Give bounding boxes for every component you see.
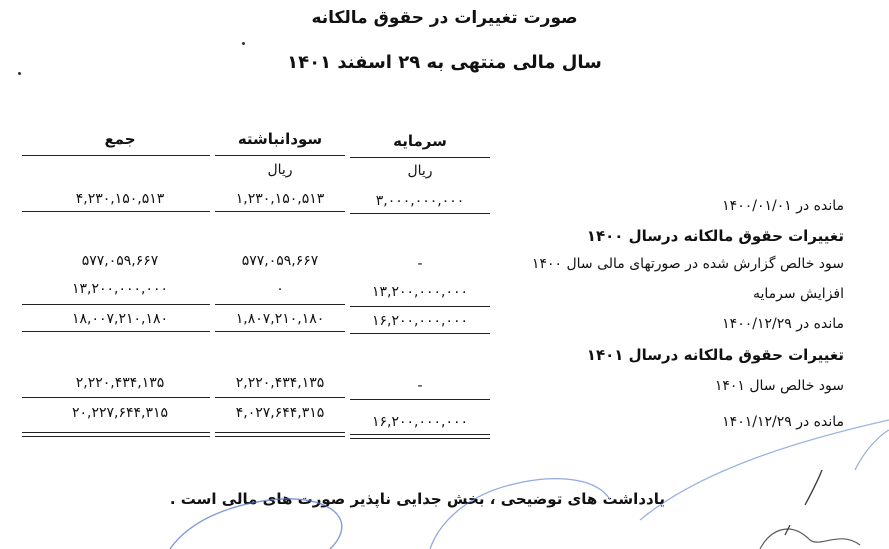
cell-total: ۵۷۷,۰۵۹,۶۶۷ [81, 253, 159, 269]
row-label: مانده در ۱۴۰۰/۱۲/۲۹ [722, 316, 844, 332]
subtotal-line [350, 399, 490, 400]
cell-retained: ۵۷۷,۰۵۹,۶۶۷ [241, 253, 319, 269]
cell-total: ۴,۲۳۰,۱۵۰,۵۱۳ [75, 191, 165, 207]
row-label: سود خالص گزارش شده در صورتهای مالی سال ۱۴۰۰ [531, 256, 844, 272]
row-label: افزایش سرمایه [752, 286, 844, 302]
total-double-line [350, 434, 490, 439]
unit-capital: ریال [407, 163, 433, 179]
cell-retained: ۴,۰۲۷,۶۴۴,۳۱۵ [235, 405, 325, 421]
statement-period: سال مالی منتهی به ۲۹ اسفند ۱۴۰۱ [287, 52, 602, 73]
subtotal-line [215, 304, 345, 305]
footer-note: یادداشت های توضیحی ، بخش جدایی ناپذیر صورت های مالی است . [169, 490, 665, 508]
cell-capital: ۱۶,۲۰۰,۰۰۰,۰۰۰ [371, 414, 469, 430]
cell-total: ۱۳,۲۰۰,۰۰۰,۰۰۰ [71, 281, 169, 297]
subtotal-line [215, 211, 345, 212]
row-label: مانده در ۱۴۰۰/۰۱/۰۱ [722, 198, 844, 214]
column-header-total: جمع [104, 130, 136, 148]
section-heading: تغییرات حقوق مالکانه درسال ۱۴۰۰ [586, 227, 844, 245]
header-underline [22, 155, 210, 156]
balance-line [22, 331, 210, 332]
cell-retained: ۰ [276, 281, 284, 297]
cell-capital: ۱۳,۲۰۰,۰۰۰,۰۰۰ [371, 284, 469, 300]
subtotal-line [215, 397, 345, 398]
subtotal-line [22, 211, 210, 212]
cell-total: ۲,۲۲۰,۴۳۴,۱۳۵ [75, 375, 165, 391]
unit-retained: ریال [267, 162, 293, 178]
cell-capital: - [417, 256, 423, 272]
cell-retained: ۲,۲۲۰,۴۳۴,۱۳۵ [235, 375, 325, 391]
cell-total: ۱۸,۰۰۷,۲۱۰,۱۸۰ [71, 311, 169, 327]
cell-capital: - [417, 378, 423, 394]
subtotal-line [22, 397, 210, 398]
cell-retained: ۱,۸۰۷,۲۱۰,۱۸۰ [235, 311, 325, 327]
cell-capital: ۳,۰۰۰,۰۰۰,۰۰۰ [375, 193, 465, 209]
header-underline [350, 157, 490, 158]
cell-capital: ۱۶,۲۰۰,۰۰۰,۰۰۰ [371, 313, 469, 329]
section-heading: تغییرات حقوق مالکانه درسال ۱۴۰۱ [586, 346, 844, 364]
row-label: مانده در ۱۴۰۱/۱۲/۲۹ [722, 414, 844, 430]
column-header-capital: سرمایه [393, 132, 447, 150]
subtotal-line [350, 213, 490, 214]
header-underline [215, 155, 345, 156]
balance-line [215, 331, 345, 332]
cell-retained: ۱,۲۳۰,۱۵۰,۵۱۳ [235, 191, 325, 207]
subtotal-line [350, 306, 490, 307]
scan-dot [18, 72, 21, 75]
cell-total: ۲۰,۲۲۷,۶۴۴,۳۱۵ [71, 405, 169, 421]
scan-dot [242, 42, 245, 45]
row-label: سود خالص سال ۱۴۰۱ [714, 378, 844, 394]
subtotal-line [22, 304, 210, 305]
statement-title: صورت تغییرات در حقوق مالکانه [311, 8, 578, 28]
column-header-retained-earnings: سودانباشته [237, 130, 323, 148]
total-double-line [22, 432, 210, 437]
balance-line [350, 333, 490, 334]
total-double-line [215, 432, 345, 437]
